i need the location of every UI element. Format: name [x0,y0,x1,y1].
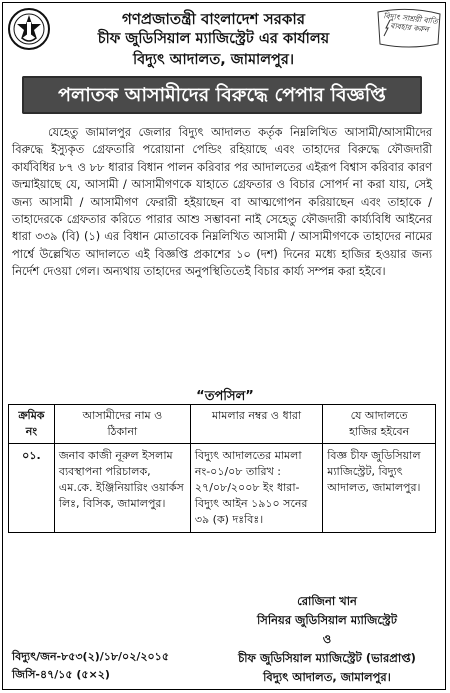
header-name-line1: আসামীদের নাম ও [82,409,163,422]
reference-number: জিসি-৪৭/১৫ (৫×২) [12,668,110,681]
row-case-section: বিদ্যুৎ আদালতের মামলা নং-০১/০৮ তারিখ : ২৭/০৮/২০০৮ ইং ধারা-বিদ্যুৎ আইন ১৯১০ সনের ৩৯ (ক) দঃবিঃ। [190,444,322,533]
signatory-conjunction: ও [322,632,332,646]
table-row [9,444,436,533]
signature-block [222,593,432,688]
header-court [323,405,436,444]
header-serial-line2: নং [25,425,38,438]
government-name: গণপ্রজাতন্ত্রী বাংলাদেশ সরকার [122,10,305,28]
row-serial: ০১. [9,444,55,533]
header-serial [9,405,55,444]
notice-title-banner: পলাতক আসামীদের বিরুদ্ধে পেপার বিজ্ঞপ্তি [22,76,422,114]
signatory-title-2: চীফ জুডিসিয়াল ম্যাজিস্ট্রেট (ভারপ্রাপ্ত) [238,651,416,665]
court-location: বিদ্যুৎ আদালত, জামালপুর। [132,52,295,68]
government-seal-icon [8,8,50,50]
electricity-saving-stamp [374,6,444,50]
header-name-address [54,405,190,444]
header-case-section [190,405,322,444]
schedule-caption: “তপসিল” [196,389,254,404]
header-serial-line1: ক্রমিক [18,409,45,422]
header-court-line2: হাজির হইবেন [349,425,410,438]
row-name-address: জনাব কাজী নূরুল ইসলাম ব্যবস্থাপনা পরিচালক, এম.কে. ইঞ্জিনিয়ারিং ওয়ার্কস লিঃ, বিসিক, জামালপুর। [54,444,190,533]
table-header-row [9,405,436,444]
memo-number: বিদ্যুৎ/জন-৮৫৩(২)/১৮/০২/২০১৫ [12,650,169,663]
header-case-line1: মামলার নম্বর ও ধারা [212,409,302,422]
signatory-title-1: সিনিয়র জুডিসিয়াল ম্যাজিস্ট্রেট [257,613,397,627]
header-court-line1: যে আদালতে [350,409,408,422]
office-name: চীফ জুডিসিয়াল ম্যাজিস্ট্রেট এর কার্যালয় [97,31,330,47]
signatory-name: রোজিনা খান [297,594,357,608]
stamp-text: বিদ্যুৎ সাশ্রয়ী বাতি ব্যবহার করুন [382,11,439,34]
notice-body: যেহেতু জামালপুর জেলার বিদ্যুৎ আদালত কর্তৃক নিম্নলিখিত আসামী/আসামীদের বিরুদ্ধে ইস্যুকৃত গ্রেফতারি পরোয়ানা পেন্ডিং রহিয়াছে এবং তাহাদের বিরুদ্ধে ফৌজদারী কার্যবিধির ৮৭ ও ৮৮ ধারার বিধান পালন করিবার পর আদালতের এইরূপ বিশ্বাস করিবার কারণ জন্মাইয়াছে যে, আসামী / আসামীগণকে যাহাতে গ্রেফতার ও বিচার সোপর্দ না করা যায়, সেই জন্য আসামী / আসামীগণ ফেরারী হইয়াছেন বা আত্মগোপন করিয়াছেন এবং তাহাকে / তাহাদেরকে গ্রেফতার করিতে পারার আশু সম্ভাবনা নাই সেহেতু ফৌজদারী কার্য্যবিধি আইনের ধারা ৩৩৯ (বি) (১) এর বিধান মোতাবেক নিম্নলিখিত আসামী / আসামীগণকে তাহাদের নামের পার্শ্বে উল্লেখিত আদালতে এই বিজ্ঞপ্তি প্রকাশের ১০ (দশ) দিনের মধ্যে হাজির হওয়ার জন্য নির্দেশ দেওয়া গেল। অন্যথায় তাহাদের অনুপস্থিতিতেই বিচার কার্য্য সম্পন্ন করা হইবে। [12,126,432,279]
accused-schedule-table [8,404,436,533]
signatory-office: বিদ্যুৎ আদালত, জামালপুর। [263,670,391,684]
row-court: বিজ্ঞ চীফ জুডিসিয়াল ম্যাজিস্ট্রেট, বিদ্যুৎ আদালত, জামালপুর। [323,444,436,533]
header-name-line2: ঠিকানা [107,425,138,438]
